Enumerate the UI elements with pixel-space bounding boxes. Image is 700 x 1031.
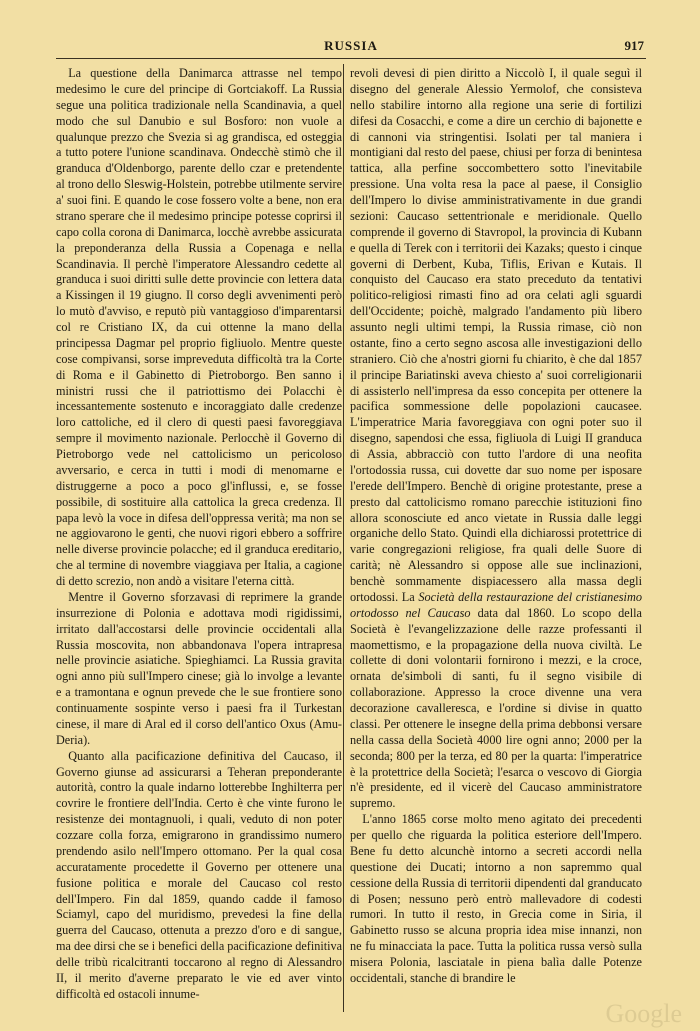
- page-header: [56, 36, 646, 59]
- right-column: [350, 66, 642, 987]
- left-column: [56, 66, 342, 1003]
- society-title: Società della restaurazione del cristianesimo ortodosso nel Caucaso: [350, 589, 643, 620]
- paragraph-caucaso: Quanto alla pacificazione definitiva del Caucaso, il Governo giunse ad assicurarsi a Teheran preponderante autorità, contro la quale indarno lotterebbe Inghilterra per covrire le frontiere dell'India. Certo è che vinte furono le resistenze dei montagnuoli, i quali, veduto di non poter cozzare colla forza, emigrarono in grandissimo numero prendendo asilo nell'Impero ottomano. Per la qual cosa accuratamente procedette il Governo per ottenere una fusione politica e morale del Caucaso col resto dell'Impero. Fin dal 1859, quando cadde il famoso Sciamyl, capo del muridismo, prevedesi la fine della guerra del Caucaso, ottenuta a prezzo d'oro e di sangue, ma dee dirsi che se i benefici della pacificazione definitiva delle tribù ricalcitranti toccarono al regno di Alessandro II, il merito d'averne preparato le vie ed aver vinto difficoltà ed ostacoli innume-: [56, 748, 342, 1001]
- paragraph-danimarca: La questione della Danimarca attrasse nel tempo medesimo le cure del principe di Gortciakoff. La Russia segue una politica tradizionale nella Scandinavia, a quel modo che sul Danubio e sul Bosforo: non vuole a qualunque prezzo che Svezia si ag grandisca, ed osteggia a tutto potere l'unione scandinava. Ondecchè stimò che il granduca d'Oldenborgo, parente dello czar e pretendente al trono dello Sleswig-Holstein, potrebbe utilmente servire a' suoi fini. E quando le cose fossero volte a bene, non era strano sperare che il medesimo principe potesse coprirsi il capo colla corona di Danimarca, locchè avrebbe assicurata la preponderanza della Russia a Copenaga e nella Scandinavia. Il perchè l'imperatore Alessandro cedette al granduca i suoi diritti sulle dette provincie con lettera data a Kissingen il 19 giugno. Il corso degli avvenimenti però lo mutò d'avviso, e reputò più vantaggioso d'imparentarsi col re Cristiano IX, da cui ottenne la mano della principessa Dagmar pel proprio figliuolo. Mentre queste cose compivansi, sorse impreveduta difficoltà tra la Corte di Roma e il Gabinetto di Pietroborgo. Ben sanno i ministri russi che il patriottismo dei Polacchi è incessantemente sostenuto e incoraggiato dalle credenze loro cattoliche, ed il clero di questi paesi favoreggiava sempre il movimento nazionale. Perlocchè il Governo di Pietroborgo vede nel cattolicismo un pericoloso avversario, e cerca in tutti i modi di menomarne e distruggerne a poco a poco gl'influssi, e, se fosse possibile, di sostituire alla cattolica la greca credenza. Il papa levò la voce in difesa dell'oppressa verità; ma non se ne aggiovarono le genti, che nuovi rigori ebbero a soffrire nelle diverse provincie polacche; ed il granduca ereditario, che al termine di novembre viaggiava per Italia, a cagione di detto screzio, non andò a visitare l'eterna città.: [56, 66, 343, 588]
- page-number: 917: [624, 38, 644, 53]
- continuation-text: revoli devesi di pien diritto a Niccolò I, il quale seguì il disegno del generale Alessio Yermolof, che consisteva nello stabilire intorno alla regione una serie di fortilizi difesi da Cosacchi, e come a dire un cerchio di bajonette e di cannoni via stringentisi. Isolati per tal maniera i montigiani dal resto del paese, chiusi per forza di benintesa tattica, alla perfine soccombettero sotto l'inevitabile pressione. Una volta resa la pace al paese, il Consiglio dell'Impero lo divise amministrativamente in due grandi sezioni: Caucaso settentrionale e meridionale. Quello comprende il governo di Stavropol, la provincia di Kubann e quella di Terek con i territorii dei Kazaks; questo i cinque governi di Derbent, Kuba, Tiflis, Erivan e Kutais. Il conquisto del Caucaso era stato preceduto da tentativi politico-religiosi rimasti fino ad ora celati agli sguardi dell'Occidente; poichè, malgrado l'andamento più libero assunto negli ultimi tempi, la Russia rimase, ciò non ostante, fino a certo segno ascosa alle investigazioni dello straniero. Ciò che a'nostri giorni fu chiarito, è che dal 1857 il principe Bariatinski aveva chiesto a' suoi correligionarii di assisterlo nell'impresa da esso concepita per ottenere la pacifica sommessione delle popolazioni caucasee. L'imperatrice Maria favoreggiava con ogni poter suo il disegno, sapendosi che essa, figliuola di Luigi II granduca di Assia, abbracciò con tutto l'ardore di una neofita l'ortodossia russa, cui dovette dar suo nome per isposare l'erede dell'Impero. Benchè di origine protestante, prese a presto dal cattolicismo romano parecchie istituzioni fino allora sconosciute ed anco vietate in Russia dalle leggi organiche dello Stato. Quindi ella dichiarossi protettrice di varie congregazioni religiose, fra quali delle Suore di carità; nè Alessandro si oppose alle sue inclinazioni, benchè sommamente dispiacessero alla massa degli ortodossi. La: [350, 66, 642, 604]
- paragraph-polonia: Mentre il Governo sforzavasi di reprimere la grande insurrezione di Polonia e adottava modi rigidissimi, irritato dall'accostarsi delle provincie occidentali alla Russia moscovita, non abbandonava l'opera intrapresa nelle provincie asiatiche. Spieghiamci. La Russia gravita ogni anno più sull'Impero cinese; già lo involge a levante e a tramontana e ognun prevede che le sue frontiere sono continuamente sospinte verso i paesi fra il Turkestan cinese, il mare di Aral ed il corso dell'antico Oxus (Amu-Deria).: [56, 589, 342, 747]
- column-divider: [343, 64, 344, 1012]
- society-text: data dal 1860. Lo scopo della Società è l'evangelizzazione delle razze professanti il maomettismo, e la propagazione della nuova civiltà. Le collette di doni volontarii fornirono i mezzi, e la croce, ornata de'simboli di santi, fu il segno visibile di collaborazione. Appresso la croce divenne una vera decorazione cavalleresca, e l'ordine si divise in quatto classi. Per ottenere le insegne della prima debbonsi versare nella cassa della Società 4000 lire ogni anno; 2000 per la seconda; 800 per la terza, ed 80 per la quarta: l'imperatrice è la protettrice della Società; l'esarca o vescovo di Giorgia n'è presidente, ed il vicerè del Caucaso amministratore supremo.: [350, 605, 642, 811]
- paragraph-1865: L'anno 1865 corse molto meno agitato dei precedenti per quello che riguarda la politica esteriore dell'Impero. Bene fu detto alcunchè intorno a secreti accordi nella questione dei Ducati; intorno a non sapremmo qual cessione della Russia di territorii dipendenti dal granducato di Posen; nessuno però entrò mallevadore di codesti rumori. In tutto il resto, in Grecia come in Siria, il Gabinetto russo se alcuna propria idea mise innanzi, non ne fu minacciata la pace. Tutta la politica russa versò sulla misera Polonia, lasciatale in piena balìa dalle Potenze occidentali, stanche di brandire le: [350, 812, 642, 985]
- running-title: RUSSIA: [324, 38, 378, 53]
- watermark: Google: [605, 999, 682, 1028]
- paragraph-continuation: [350, 66, 642, 812]
